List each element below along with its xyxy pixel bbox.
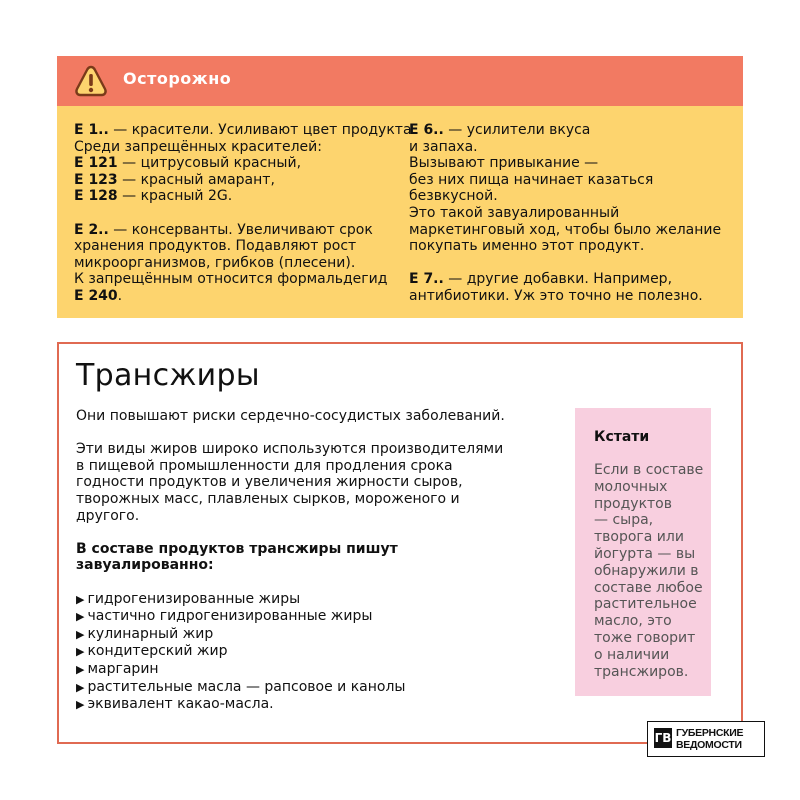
warning-icon (74, 64, 108, 98)
note-line: йогурта — вы (594, 545, 696, 562)
list-item (76, 679, 546, 697)
logo-text (676, 727, 743, 751)
note-text (594, 462, 704, 680)
additive-description: антибиотики. Уж это точно не полезно. (409, 287, 703, 304)
warning-title: Осторожно (123, 69, 232, 88)
note-line: Если в составе (594, 462, 704, 478)
warning-line (409, 172, 729, 189)
list-item (76, 608, 546, 626)
aside-note (575, 408, 711, 696)
logo-line: ГУБЕРНСКИЕ (676, 727, 744, 739)
warning-line (74, 122, 416, 139)
warning-header (57, 56, 743, 106)
warning-line (74, 288, 400, 305)
paragraph-line: другого. (76, 507, 140, 524)
warning-column-right (409, 122, 729, 305)
warning-line (409, 288, 729, 305)
additive-description: микроорганизмов, грибков (плесени). (74, 254, 356, 271)
section-title: Трансжиры (76, 358, 260, 393)
warning-line (74, 222, 400, 239)
bullet-arrow-icon: ▶ (76, 592, 85, 606)
bullet-arrow-icon: ▶ (76, 662, 85, 676)
trans-fats-section (57, 342, 743, 744)
spacer (74, 205, 400, 222)
warning-line (74, 188, 400, 205)
list-item (76, 696, 546, 714)
additive-description: — цитрусовый красный, (117, 155, 302, 172)
warning-body (57, 106, 743, 318)
additive-description: — другие добавки. Например, (443, 271, 673, 288)
list-item-text: кондитерский жир (87, 643, 228, 660)
warning-line (74, 238, 400, 255)
logo-mark: ГВ (654, 728, 672, 748)
warning-line (74, 139, 400, 156)
heading-line: В составе продуктов трансжиры пишут (76, 540, 398, 557)
bullet-arrow-icon: ▶ (76, 698, 85, 712)
warning-line (74, 255, 400, 272)
additive-description: — красный 2G. (117, 188, 233, 205)
additive-description: Вызывают привыкание — (409, 155, 599, 172)
note-line: обнаружили в (594, 562, 699, 579)
additive-code: E 6.. (409, 122, 444, 138)
additive-code: E 1.. (74, 122, 109, 138)
note-line: молочных (594, 478, 668, 495)
additive-description: Среди запрещённых красителей: (74, 138, 322, 155)
additive-description: покупать именно этот продукт. (409, 238, 645, 255)
paragraph-line: годности продуктов и увеличения жирности сыров, (76, 474, 463, 491)
additive-description: Это такой завуалированный (409, 204, 620, 221)
list-item-text: растительные масла — рапсовое и канолы (87, 678, 406, 695)
warning-line (409, 122, 729, 139)
additive-description: маркетинговый ход, чтобы было желание (409, 221, 722, 238)
note-line: о наличии (594, 646, 670, 663)
note-line: составе любое (594, 579, 703, 596)
list-item (76, 626, 546, 644)
additive-description: — красный амарант, (117, 171, 275, 188)
additive-description: К запрещённым относится формальдегид (74, 271, 388, 288)
additive-description: хранения продуктов. Подавляют рост (74, 238, 357, 255)
additive-code: E 7.. (409, 271, 444, 288)
additive-description: без них пища начинает казаться (409, 171, 654, 188)
note-line: масло, это (594, 613, 672, 630)
paragraph-usage (76, 441, 546, 524)
paragraph-risks (76, 408, 546, 425)
warning-line (409, 155, 729, 172)
warning-line (74, 155, 400, 172)
heading-line: завуалированно: (76, 557, 214, 574)
warning-line (409, 188, 729, 205)
publisher-logo (647, 721, 765, 757)
list-item-text: частично гидрогенизированные жиры (87, 608, 373, 625)
note-line: трансжиров. (594, 663, 689, 680)
additive-description: — усилители вкуса (443, 122, 591, 138)
bullet-arrow-icon: ▶ (76, 610, 85, 624)
additive-description: . (117, 287, 123, 304)
note-line: — сыра, (594, 512, 654, 529)
warning-line (409, 205, 729, 222)
list-item (76, 643, 546, 661)
additive-description: — красители. Усиливают цвет продукта. (108, 122, 416, 138)
note-line: растительное (594, 596, 697, 613)
trans-fats-text (76, 408, 546, 714)
note-line: тоже говорит (594, 629, 696, 646)
note-line: продуктов (594, 495, 672, 512)
warning-column-left (74, 122, 416, 305)
paragraph-line: творожных масс, плавленых сырков, мороженого и (76, 490, 460, 507)
list-item-text: кулинарный жир (87, 625, 214, 642)
list-item-text: эквивалент какао-масла. (87, 696, 274, 713)
paragraph-line: Эти виды жиров широко используются производителями (76, 441, 504, 458)
warning-line (74, 172, 400, 189)
logo-line: ВЕДОМОСТИ (676, 739, 742, 751)
additive-description: — консерванты. Увеличивают срок (108, 221, 373, 238)
warning-line (409, 238, 729, 255)
spacer (409, 255, 729, 272)
additive-code: E 240 (74, 287, 118, 304)
list-heading (76, 541, 546, 574)
additive-description: и запаха. (409, 138, 478, 155)
list-item (76, 591, 546, 609)
additive-code: E 2.. (74, 221, 109, 238)
additive-code: E 121 (74, 155, 118, 172)
additive-code: E 128 (74, 188, 118, 205)
warning-line (409, 139, 729, 156)
ingredient-list (76, 591, 546, 714)
bullet-arrow-icon: ▶ (76, 645, 85, 659)
list-item-text: гидрогенизированные жиры (87, 590, 301, 607)
warning-line (74, 271, 400, 288)
warning-line (409, 271, 729, 288)
warning-line (409, 222, 729, 239)
bullet-arrow-icon: ▶ (76, 680, 85, 694)
paragraph-line: Они повышают риски сердечно-сосудистых заболеваний. (76, 408, 505, 424)
additive-description: безвкусной. (409, 188, 498, 205)
list-item (76, 661, 546, 679)
paragraph-line: в пищевой промышленности для продления срока (76, 457, 453, 474)
additive-code: E 123 (74, 171, 118, 188)
note-line: творога или (594, 529, 684, 546)
bullet-arrow-icon: ▶ (76, 627, 85, 641)
list-item-text: маргарин (87, 660, 159, 677)
note-title: Кстати (594, 429, 650, 445)
